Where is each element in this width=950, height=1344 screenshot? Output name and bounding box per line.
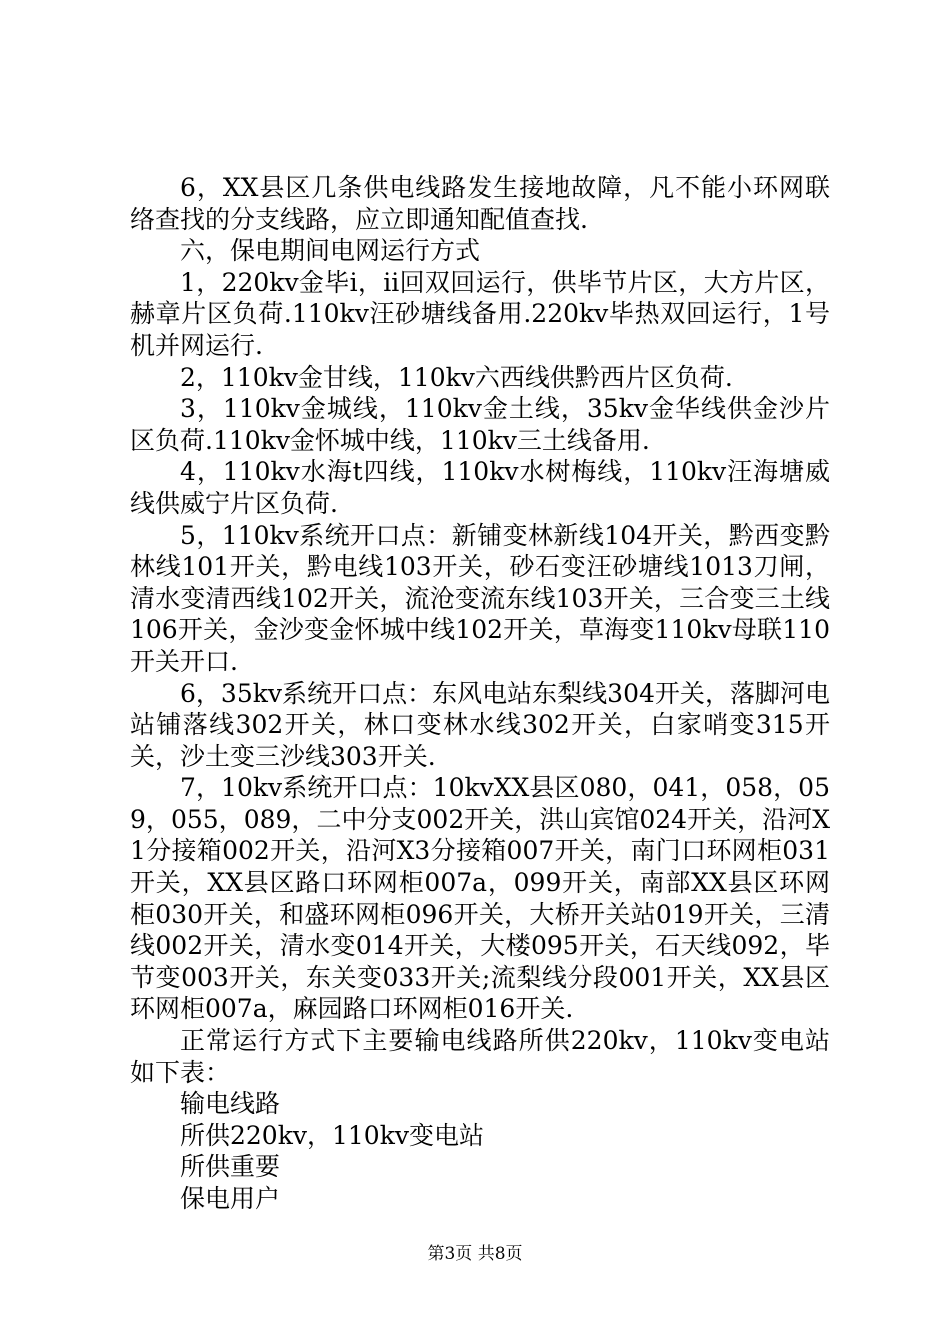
paragraph-10kv-open-points: 7，10kv系统开口点：10kvXX县区080，041，058，059，055，089，二中分支002开关，洪山宾馆024开关，沿河X1分接箱002开关，沿河X3分接箱007开关，南门口环网柜031开关，XX县区路口环网柜007a，099开关，南部XX县区环网柜030开关，和盛环网柜096开关，大桥开关站019开关，三清线002开关，清水变014开关，大楼095开关，石天线092，毕节变003开关，东关变033开关;流梨线分段001开关，XX县区环网柜007a，麻园路口环网柜016开关. <box>130 773 830 1024</box>
table-cell-important: 所供重要 <box>180 1152 281 1182</box>
paragraph-fault-handling: 6，XX县区几条供电线路发生接地故障，凡不能小环网联络查找的分支线路，应立即通知配值查找. <box>130 173 830 234</box>
paragraph-weining-load: 4，110kv水海t四线，110kv水树梅线，110kv汪海塘威线供威宁片区负荷. <box>130 457 830 518</box>
page-number-label: 第3页 共8页 <box>427 1244 523 1264</box>
paragraph-35kv-open-points: 6，35kv系统开口点：东风电站东梨线304开关，落脚河电站铺落线302开关，林口变林水线302开关，白家哨变315开关，沙土变三沙线303开关. <box>130 678 830 771</box>
page-footer <box>0 1244 950 1264</box>
section-heading-operation-mode: 六，保电期间电网运行方式 <box>180 236 481 266</box>
paragraph-jinsha-load: 3，110kv金城线，110kv金土线，35kv金华线供金沙片区负荷.110kv金怀城中线，110kv三土线备用. <box>130 394 830 455</box>
table-cell-users: 保电用户 <box>180 1184 281 1213</box>
table-cell-line: 输电线路 <box>180 1089 281 1119</box>
paragraph-110kv-open-points: 5，110kv系统开口点：新铺变林新线104开关，黔西变黔林线101开关，黔电线103开关，砂石变汪砂塘线1013刀闸，清水变清西线102开关，流沧变流东线103开关，三合变三土线106开关，金沙变金怀城中线102开关，草海变110kv母联110开关开口. <box>130 520 830 676</box>
document-body <box>130 172 830 1215</box>
paragraph-220kv-operation: 1，220kv金毕i，ii回双回运行，供毕节片区，大方片区，赫章片区负荷.110kv汪砂塘线备用.220kv毕热双回运行，1号机并网运行. <box>130 267 830 360</box>
paragraph-qianxi-load: 2，110kv金甘线，110kv六西线供黔西片区负荷. <box>180 362 733 392</box>
paragraph-table-intro: 正常运行方式下主要输电线路所供220kv，110kv变电站如下表： <box>130 1026 830 1087</box>
table-cell-substation: 所供220kv，110kv变电站 <box>180 1120 484 1150</box>
